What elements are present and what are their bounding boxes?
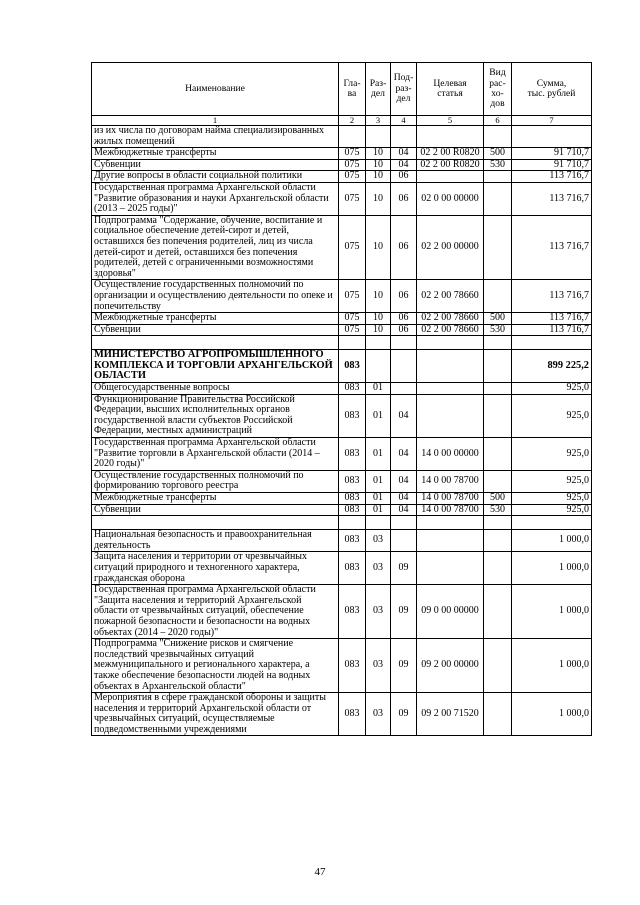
empty-cell <box>339 336 366 350</box>
cell-razdel: 10 <box>366 324 391 336</box>
table-row <box>92 171 592 183</box>
cell-razdel <box>366 350 391 383</box>
table-row <box>92 324 592 336</box>
ministry-row <box>92 350 592 383</box>
cell-name: из их числа по договорам найма специализированных жилых помещений <box>92 126 339 148</box>
header-glava-text: Гла- ва <box>343 77 361 99</box>
cell-name: Функционирование Правительства Российской Федерации, высших исполнительных органов государственной власти субъектов Российской Федерации, местных администраций <box>92 394 339 437</box>
cell-expense: 530 <box>484 159 512 171</box>
header-number-row <box>92 116 592 126</box>
cell-expense: 530 <box>484 324 512 336</box>
cell-glava: 083 <box>339 552 366 585</box>
table-row <box>92 394 592 437</box>
cell-sum: 1 000,0 <box>512 585 592 639</box>
cell-expense: 500 <box>484 493 512 505</box>
cell-expense <box>484 126 512 148</box>
cell-razdel: 10 <box>366 159 391 171</box>
cell-expense <box>484 280 512 313</box>
cell-expense <box>484 438 512 471</box>
table-row <box>92 148 592 160</box>
cell-sum: 1 000,0 <box>512 693 592 736</box>
cell-sum: 1 000,0 <box>512 552 592 585</box>
cell-name: Осуществление государственных полномочий по формированию торгового реестра <box>92 470 339 492</box>
cell-razdel: 10 <box>366 280 391 313</box>
cell-glava: 083 <box>339 530 366 552</box>
cell-podrazdel: 09 <box>391 693 417 736</box>
header-expense <box>484 63 512 116</box>
empty-cell <box>339 516 366 530</box>
cell-name: Межбюджетные трансферты <box>92 148 339 160</box>
empty-cell <box>417 336 484 350</box>
header-razdel <box>366 63 391 116</box>
budget-table <box>91 62 592 736</box>
empty-cell <box>484 516 512 530</box>
table-body <box>92 126 592 736</box>
cell-name: Подпрограмма "Снижение рисков и смягчение последствий чрезвычайных ситуаций межмуниципального и регионального характера, а также обеспечение безопасности людей на водных объектах в Архангельской области" <box>92 639 339 693</box>
cell-target: 02 2 00 R0820 <box>417 148 484 160</box>
empty-cell <box>366 336 391 350</box>
header-target-text: Целевая статья <box>433 77 467 99</box>
column-number: 5 <box>417 116 484 126</box>
table-row <box>92 126 592 148</box>
cell-sum: 113 716,7 <box>512 313 592 325</box>
cell-glava: 083 <box>339 639 366 693</box>
spacer-row <box>92 336 592 350</box>
cell-podrazdel: 09 <box>391 585 417 639</box>
table-row <box>92 182 592 215</box>
cell-name: Межбюджетные трансферты <box>92 493 339 505</box>
cell-name: Государственная программа Архангельской области "Защита населения и территорий Архангельской области от чрезвычайных ситуаций, обеспечение пожарной безопасности и безопасности на водных объектах (2014 – 2020 годы)" <box>92 585 339 639</box>
cell-target: 09 0 00 00000 <box>417 585 484 639</box>
cell-target <box>417 171 484 183</box>
cell-name: Осуществление государственных полномочий по организации и осуществлению деятельности по опеке и попечительству <box>92 280 339 313</box>
cell-razdel: 10 <box>366 171 391 183</box>
cell-glava: 083 <box>339 383 366 395</box>
cell-glava: 075 <box>339 215 366 280</box>
empty-cell <box>92 336 339 350</box>
cell-target: 14 0 00 00000 <box>417 438 484 471</box>
cell-razdel: 03 <box>366 693 391 736</box>
cell-name: Государственная программа Архангельской области "Развитие образования и науки Архангельской области (2013 – 2025 годы)" <box>92 182 339 215</box>
column-number: 2 <box>339 116 366 126</box>
cell-expense <box>484 693 512 736</box>
cell-podrazdel: 06 <box>391 215 417 280</box>
cell-sum: 899 225,2 <box>512 350 592 383</box>
cell-podrazdel: 06 <box>391 171 417 183</box>
table-row <box>92 159 592 171</box>
cell-podrazdel <box>391 383 417 395</box>
column-number: 7 <box>512 116 592 126</box>
cell-sum: 113 716,7 <box>512 182 592 215</box>
header-razdel-text: Раз- дел <box>369 77 387 99</box>
empty-cell <box>484 336 512 350</box>
cell-podrazdel: 09 <box>391 639 417 693</box>
cell-razdel: 01 <box>366 438 391 471</box>
cell-expense <box>484 350 512 383</box>
cell-expense: 500 <box>484 313 512 325</box>
cell-glava: 083 <box>339 504 366 516</box>
cell-target: 02 2 00 00000 <box>417 215 484 280</box>
table-row <box>92 530 592 552</box>
cell-name: Общегосударственные вопросы <box>92 383 339 395</box>
cell-expense <box>484 530 512 552</box>
cell-glava: 075 <box>339 159 366 171</box>
cell-name: Межбюджетные трансферты <box>92 313 339 325</box>
cell-target: 09 2 00 71520 <box>417 693 484 736</box>
cell-podrazdel: 06 <box>391 280 417 313</box>
cell-sum: 113 716,7 <box>512 280 592 313</box>
table-row <box>92 438 592 471</box>
cell-target: 14 0 00 78700 <box>417 504 484 516</box>
cell-glava: 075 <box>339 324 366 336</box>
cell-sum: 925,0 <box>512 394 592 437</box>
cell-expense: 500 <box>484 148 512 160</box>
cell-razdel: 03 <box>366 639 391 693</box>
cell-name: Защита населения и территории от чрезвычайных ситуаций природного и техногенного характера, гражданская оборона <box>92 552 339 585</box>
cell-razdel <box>366 126 391 148</box>
header-sum <box>512 63 592 116</box>
cell-podrazdel: 04 <box>391 493 417 505</box>
cell-target <box>417 126 484 148</box>
table-row <box>92 215 592 280</box>
cell-target <box>417 394 484 437</box>
cell-podrazdel: 04 <box>391 159 417 171</box>
empty-cell <box>391 336 417 350</box>
cell-name: Мероприятия в сфере гражданской обороны и защиты населения и территорий Архангельской области от чрезвычайных ситуаций, осуществляемые подведомственными учреждениями <box>92 693 339 736</box>
cell-sum: 91 710,7 <box>512 159 592 171</box>
cell-target: 02 2 00 78660 <box>417 324 484 336</box>
cell-podrazdel: 04 <box>391 470 417 492</box>
cell-name: Другие вопросы в области социальной политики <box>92 171 339 183</box>
table-row <box>92 585 592 639</box>
cell-sum: 113 716,7 <box>512 324 592 336</box>
empty-cell <box>391 516 417 530</box>
cell-glava: 083 <box>339 350 366 383</box>
page-number: 47 <box>314 866 326 878</box>
cell-razdel: 01 <box>366 394 391 437</box>
cell-razdel: 01 <box>366 493 391 505</box>
table-row <box>92 313 592 325</box>
header-sum-text: Сумма, тыс. рублей <box>527 77 576 99</box>
header-glava <box>339 63 366 116</box>
header-row <box>92 63 592 116</box>
cell-expense <box>484 182 512 215</box>
table-row <box>92 639 592 693</box>
header-expense-text: Вид рас- хо- дов <box>489 67 506 110</box>
cell-expense <box>484 383 512 395</box>
cell-name: Субвенции <box>92 159 339 171</box>
cell-razdel: 10 <box>366 313 391 325</box>
cell-target: 14 0 00 78700 <box>417 470 484 492</box>
cell-razdel: 10 <box>366 215 391 280</box>
header-podrazdel <box>391 63 417 116</box>
cell-razdel: 01 <box>366 504 391 516</box>
cell-razdel: 10 <box>366 182 391 215</box>
spacer-row <box>92 516 592 530</box>
cell-target: 02 0 00 00000 <box>417 182 484 215</box>
header-target <box>417 63 484 116</box>
cell-name: Национальная безопасность и правоохранительная деятельность <box>92 530 339 552</box>
cell-target <box>417 552 484 585</box>
cell-sum: 1 000,0 <box>512 530 592 552</box>
table-row <box>92 280 592 313</box>
cell-glava: 075 <box>339 280 366 313</box>
header-name: Наименование <box>92 63 339 116</box>
column-number: 1 <box>92 116 339 126</box>
cell-expense <box>484 470 512 492</box>
cell-expense <box>484 171 512 183</box>
column-number: 4 <box>391 116 417 126</box>
cell-expense <box>484 639 512 693</box>
cell-glava: 083 <box>339 470 366 492</box>
cell-glava: 083 <box>339 394 366 437</box>
cell-target: 09 2 00 00000 <box>417 639 484 693</box>
header-podrazdel-text: Под- раз- дел <box>393 72 414 105</box>
column-number: 6 <box>484 116 512 126</box>
cell-glava: 075 <box>339 171 366 183</box>
cell-name: Государственная программа Архангельской области "Развитие торговли в Архангельской области (2014 – 2020 годы)" <box>92 438 339 471</box>
cell-glava: 083 <box>339 585 366 639</box>
cell-sum: 113 716,7 <box>512 215 592 280</box>
empty-cell <box>417 516 484 530</box>
table-row <box>92 693 592 736</box>
cell-podrazdel: 04 <box>391 148 417 160</box>
cell-podrazdel: 09 <box>391 552 417 585</box>
cell-expense <box>484 552 512 585</box>
cell-expense <box>484 215 512 280</box>
table-row <box>92 383 592 395</box>
cell-target <box>417 530 484 552</box>
cell-glava: 083 <box>339 693 366 736</box>
cell-expense <box>484 585 512 639</box>
cell-glava <box>339 126 366 148</box>
cell-name: Субвенции <box>92 504 339 516</box>
cell-podrazdel: 04 <box>391 438 417 471</box>
cell-expense: 530 <box>484 504 512 516</box>
table-row <box>92 552 592 585</box>
cell-target <box>417 383 484 395</box>
cell-razdel: 03 <box>366 530 391 552</box>
cell-podrazdel: 06 <box>391 324 417 336</box>
cell-glava: 083 <box>339 493 366 505</box>
cell-glava: 075 <box>339 148 366 160</box>
cell-podrazdel <box>391 126 417 148</box>
cell-podrazdel: 06 <box>391 182 417 215</box>
cell-razdel: 01 <box>366 383 391 395</box>
cell-sum <box>512 126 592 148</box>
cell-name: Подпрограмма "Содержание, обучение, воспитание и социальное обеспечение детей-сирот и детей, оставшихся без попечения родителей, лиц из числа детей-сирот и детей, оставшихся без попечения родителей, детей с ограниченными возможностями здоровья" <box>92 215 339 280</box>
cell-target: 14 0 00 78700 <box>417 493 484 505</box>
cell-podrazdel: 04 <box>391 504 417 516</box>
cell-razdel: 01 <box>366 470 391 492</box>
table-row <box>92 493 592 505</box>
table-row <box>92 470 592 492</box>
cell-target: 02 2 00 R0820 <box>417 159 484 171</box>
cell-name: МИНИСТЕРСТВО АГРОПРОМЫШЛЕННОГО КОМПЛЕКСА И ТОРГОВЛИ АРХАНГЕЛЬСКОЙ ОБЛАСТИ <box>92 350 339 383</box>
column-number: 3 <box>366 116 391 126</box>
cell-razdel: 03 <box>366 552 391 585</box>
cell-podrazdel <box>391 530 417 552</box>
table-header <box>92 63 592 126</box>
cell-sum: 925,0 <box>512 470 592 492</box>
cell-glava: 075 <box>339 182 366 215</box>
cell-razdel: 10 <box>366 148 391 160</box>
cell-target: 02 2 00 78660 <box>417 313 484 325</box>
cell-target: 02 2 00 78660 <box>417 280 484 313</box>
table-row <box>92 504 592 516</box>
cell-sum: 925,0 <box>512 383 592 395</box>
cell-razdel: 03 <box>366 585 391 639</box>
cell-sum: 925,0 <box>512 504 592 516</box>
empty-cell <box>512 516 592 530</box>
cell-sum: 113 716,7 <box>512 171 592 183</box>
empty-cell <box>366 516 391 530</box>
cell-podrazdel <box>391 350 417 383</box>
cell-sum: 925,0 <box>512 493 592 505</box>
empty-cell <box>512 336 592 350</box>
cell-sum: 1 000,0 <box>512 639 592 693</box>
cell-glava: 083 <box>339 438 366 471</box>
cell-name: Субвенции <box>92 324 339 336</box>
cell-podrazdel: 06 <box>391 313 417 325</box>
cell-sum: 925,0 <box>512 438 592 471</box>
cell-sum: 91 710,7 <box>512 148 592 160</box>
cell-expense <box>484 394 512 437</box>
cell-podrazdel: 04 <box>391 394 417 437</box>
empty-cell <box>92 516 339 530</box>
cell-glava: 075 <box>339 313 366 325</box>
cell-target <box>417 350 484 383</box>
